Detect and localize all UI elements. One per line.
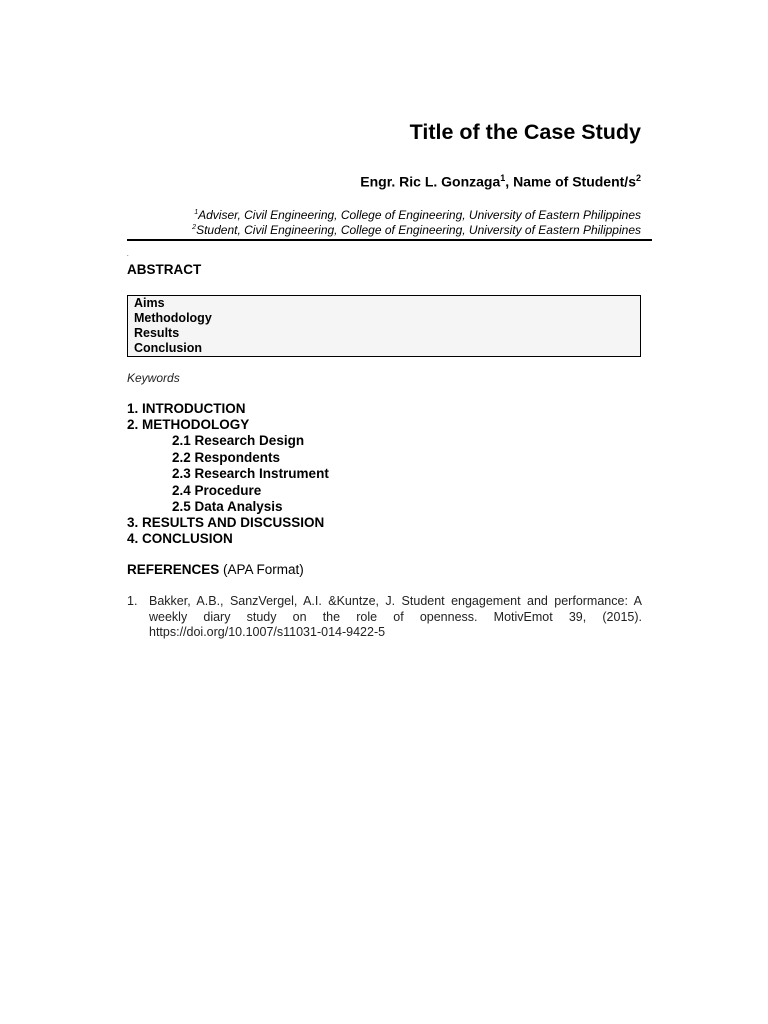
outline-research-instrument: 2.3 Research Instrument <box>172 466 329 481</box>
references-title: REFERENCES <box>127 562 220 577</box>
keywords-label: Keywords <box>127 371 180 385</box>
author-adviser-sup: 1 <box>500 173 506 183</box>
affiliation-text: Student, Civil Engineering, College of Engineering, University of Eastern Philippines <box>196 223 641 237</box>
references-heading <box>127 562 304 577</box>
author-line <box>360 173 641 190</box>
stray-mark: . <box>127 252 129 258</box>
outline-conclusion: 4. CONCLUSION <box>127 531 233 546</box>
abstract-item-aims: Aims <box>134 296 165 310</box>
abstract-box <box>127 295 641 357</box>
affiliation-sup: 1 <box>194 209 199 216</box>
outline-results-discussion: 3. RESULTS AND DISCUSSION <box>127 515 325 530</box>
outline-data-analysis: 2.5 Data Analysis <box>172 499 283 514</box>
abstract-item-results: Results <box>134 326 180 340</box>
author-adviser: Engr. Ric L. Gonzaga <box>360 173 501 190</box>
affiliation-student <box>192 223 641 237</box>
reference-entry: Bakker, A.B., SanzVergel, A.I. &Kuntze, J. Student engagement and performance: A weekly diary study on the role of openness. MotivEmot 39, (2015). https://doi.org/10.1007/s11031-014-9422-5 <box>149 594 642 639</box>
outline-methodology: 2. METHODOLOGY <box>127 417 250 432</box>
abstract-heading: ABSTRACT <box>127 262 202 277</box>
header-divider <box>127 239 652 241</box>
affiliation-sup: 2 <box>192 224 197 231</box>
affiliation-text: Adviser, Civil Engineering, College of Engineering, University of Eastern Philippines <box>198 208 641 222</box>
affiliation-adviser <box>194 208 641 222</box>
paper-title: Title of the Case Study <box>409 120 641 144</box>
author-students-sup: 2 <box>635 173 641 183</box>
author-separator: , <box>505 173 514 190</box>
outline-research-design: 2.1 Research Design <box>172 433 305 448</box>
abstract-item-conclusion: Conclusion <box>134 341 203 355</box>
author-students: Name of Student/s <box>513 173 636 190</box>
outline-procedure: 2.4 Procedure <box>172 483 262 498</box>
outline-respondents: 2.2 Respondents <box>172 450 281 465</box>
abstract-item-methodology: Methodology <box>134 311 212 325</box>
references-format-note: (APA Format) <box>219 562 304 577</box>
reference-number: 1. <box>127 594 138 608</box>
outline-introduction: 1. INTRODUCTION <box>127 401 246 416</box>
